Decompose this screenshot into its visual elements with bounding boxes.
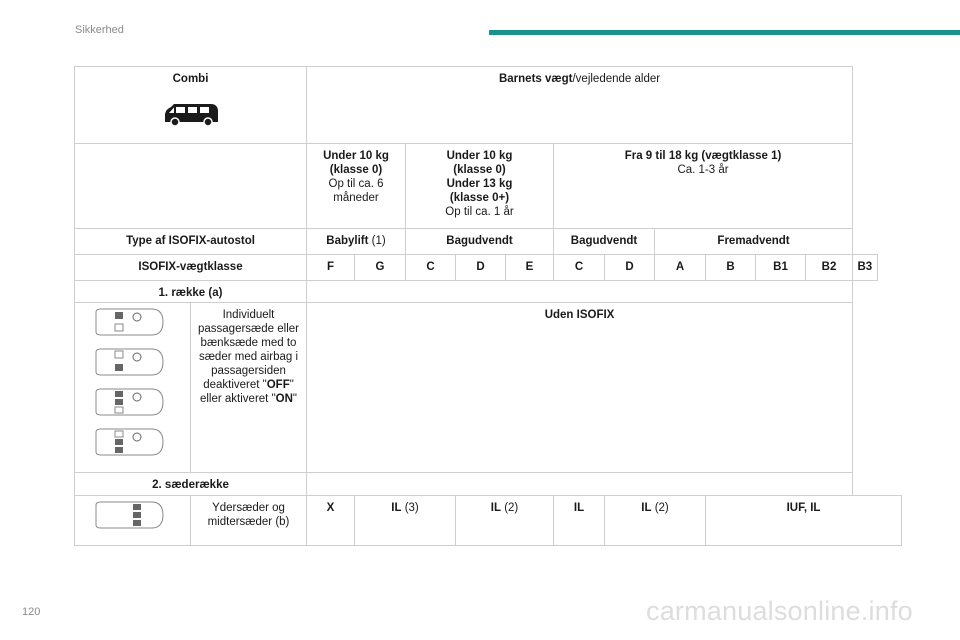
class-cell: B [706,255,756,281]
vehicle-label: Combi [172,73,209,85]
isofix-table [74,66,902,546]
group-2-class: (klasse 0) [453,164,506,176]
group-3-age: Ca. 1-3 år [677,164,729,176]
il-note: (2) [654,502,669,514]
seat-layout-icon [93,307,165,337]
row2-value-iuf: IUF, IL [706,496,902,546]
seat-layout-icon [93,387,165,417]
weight-title-suffix: /vejledende alder [572,73,661,85]
weight-title: Barnets vægt [498,73,573,85]
seat-layout-icon [93,427,165,457]
page-number: 120 [22,606,41,618]
section-title: Sikkerhed [75,24,124,36]
airbag-off-label: OFF [266,379,290,391]
group-1-age-unit: måneder [333,192,379,204]
van-icon [161,100,221,128]
group-1-weight: Under 10 kg [323,150,389,162]
group-cell-1 [307,144,406,229]
babylift-label: Babylift [326,235,369,247]
row2-body [75,496,902,546]
seat-desc-part: " eller aktiveret " [199,379,294,405]
watermark: carmanualsonline.info [646,596,913,626]
empty-cell [75,144,307,229]
row2-value-x: X [307,496,355,546]
row2-value-il-3: IL [554,496,605,546]
airbag-on-label: ON [275,393,293,405]
class-cell: A [655,255,706,281]
empty-cell [307,281,853,303]
group-2-class-b: (klasse 0+) [449,192,510,204]
seat-desc-part: Individuelt passagersæde eller bænksæde med to sæder med airbag i passagersiden deaktiveret " [197,309,299,391]
group-2-age: Op til ca. 1 år [445,206,514,218]
table-header-row [75,67,902,144]
type-forward: Fremadvendt [655,229,853,255]
babylift-note: (1) [371,235,386,247]
row2-label: 2. sæderække [75,473,307,496]
il-label: IL [490,502,501,514]
class-cell: F [307,255,355,281]
class-cell: B3 [853,255,877,281]
type-rear-2: Bagudvendt [554,229,655,255]
class-cell: B1 [756,255,806,281]
row2-seat-description: Ydersæder og midtersæder (b) [191,496,307,546]
class-label: ISOFIX-vægtklasse [75,255,307,281]
seat-layout-icon [93,347,165,377]
row1-seat-icons [75,303,191,473]
weight-groups-row [75,144,902,229]
header-accent-bar [489,30,960,35]
group-3-weight: Fra 9 til 18 kg (vægtklasse 1) [624,150,782,162]
row1-value: Uden ISOFIX [307,303,853,473]
weight-class-row [75,255,902,281]
row2-value-il-1 [355,496,456,546]
type-rear-1: Bagudvendt [406,229,554,255]
row1-heading [75,281,902,303]
class-cell: D [456,255,506,281]
weight-title-cell [307,67,853,144]
seat-layout-icon [93,500,165,530]
row1-body [75,303,902,473]
class-cell: D [605,255,655,281]
group-2-weight: Under 10 kg [446,150,513,162]
group-1-age: Op til ca. 6 [328,178,384,190]
group-1-class: (klasse 0) [329,164,383,176]
il-note: (3) [404,502,419,514]
class-cell: E [506,255,554,281]
vehicle-cell [75,67,307,144]
class-cell: G [355,255,406,281]
class-cell: B2 [806,255,853,281]
group-cell-3 [554,144,853,229]
row2-seat-icons [75,496,191,546]
row2-value-il-2 [456,496,554,546]
type-babylift [307,229,406,255]
class-cell: C [554,255,605,281]
row2-heading [75,473,902,496]
group-2-weight-b: Under 13 kg [446,178,513,190]
il-label: IL [641,502,652,514]
row2-value-il-4 [605,496,706,546]
class-cell: C [406,255,456,281]
seat-type-row [75,229,902,255]
il-label: IL [391,502,402,514]
type-label: Type af ISOFIX-autostol [75,229,307,255]
row1-seat-description [191,303,307,473]
group-cell-2 [406,144,554,229]
empty-cell [307,473,853,496]
seat-desc-part: " [292,393,297,405]
row1-label: 1. række (a) [75,281,307,303]
il-note: (2) [504,502,519,514]
